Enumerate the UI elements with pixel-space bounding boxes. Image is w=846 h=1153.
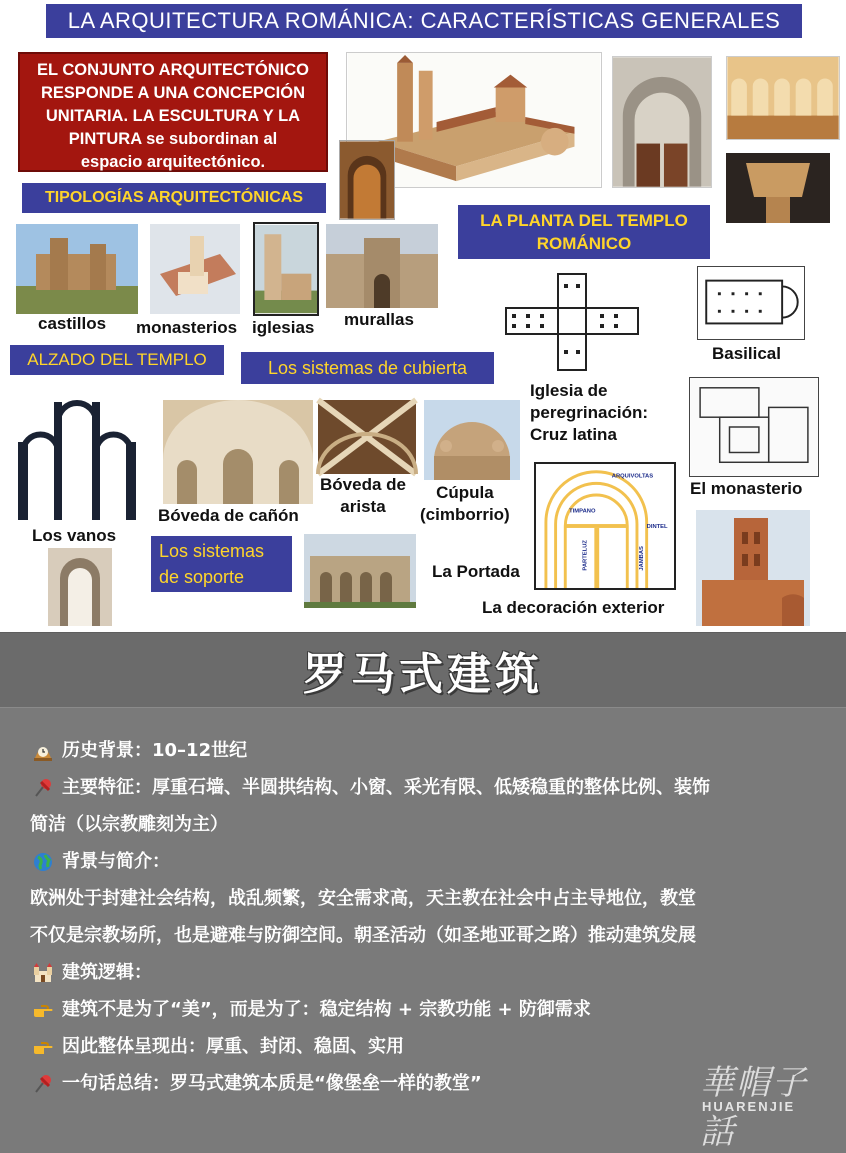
peregrinacion-line: Iglesia de	[530, 381, 608, 400]
features-line	[30, 769, 816, 806]
caption-peregrinacion	[530, 380, 648, 446]
logic-text-2: 因此整体呈现出：厚重、封闭、稳固、实用	[62, 1036, 404, 1057]
arista-line: arista	[340, 497, 386, 516]
basilical-plan-diagram	[697, 266, 805, 340]
peregrinacion-line: Cruz latina	[530, 425, 617, 444]
brick-church-photo	[696, 510, 810, 626]
pointing-hand-icon	[30, 1036, 56, 1058]
intro-line: EL CONJUNTO ARQUITECTÓNICO	[37, 61, 309, 79]
pushpin-icon	[30, 1073, 56, 1095]
watermark-script: 華帽子話	[700, 1063, 808, 1152]
church-section-diagram	[10, 382, 144, 520]
cupula-line: Cúpula	[436, 483, 494, 502]
intro-line: PINTURA se subordinan al	[68, 130, 278, 148]
label-arquivoltas: ARQUIVOLTAS	[611, 473, 654, 480]
portal-diagram	[534, 462, 676, 590]
support-church-photo	[304, 534, 416, 608]
logic-title-line	[30, 954, 816, 991]
tipologias-label: TIPOLOGÍAS ARQUITECTÓNICAS	[22, 183, 326, 213]
background-line-2	[30, 917, 816, 954]
caption-canon: Bóveda de cañón	[158, 506, 299, 525]
summary-text: 一句话总结：罗马式建筑本质是“像堡垒一样的教堂”	[62, 1073, 482, 1094]
caption-monasterio: El monasterio	[690, 479, 803, 498]
caption-arista	[320, 474, 406, 518]
soporte-line: de soporte	[159, 567, 245, 587]
features-text: 主要特征：厚重石墙、半圆拱结构、小窗、采光有限、低矮稳重的整体比例、装饰	[62, 777, 710, 798]
church-photo	[253, 222, 319, 316]
label-parteluz: PARTELUZ	[582, 540, 589, 571]
arista-line: Bóveda de	[320, 475, 406, 494]
history-line	[30, 732, 816, 769]
cloister-photo	[726, 56, 840, 140]
logic-title: 建筑逻辑：	[62, 962, 152, 983]
soporte-line: Los sistemas	[159, 541, 265, 561]
door-detail-image	[339, 140, 395, 220]
background-title: 背景与简介：	[62, 851, 170, 872]
label-timpano: TIMPANO	[569, 508, 596, 515]
page-title-bar	[0, 632, 846, 708]
intro-line: RESPONDE A UNA CONCEPCIÓN	[40, 84, 306, 102]
window-photo	[48, 548, 112, 626]
background-line-1	[30, 880, 816, 917]
caption-decoracion: La decoración exterior	[482, 598, 665, 617]
walls-photo	[326, 224, 438, 308]
peregrinacion-line: peregrinación:	[530, 403, 649, 422]
planta-label	[458, 205, 710, 259]
background-text: 欧洲处于封建社会结构，战乱频繁，安全需求高，天主教在社会中占主导地位，教堂	[30, 888, 696, 909]
caption-vanos: Los vanos	[32, 526, 117, 545]
portal-photo	[612, 56, 712, 188]
logic-line-1	[30, 991, 816, 1028]
cubierta-label: Los sistemas de cubierta	[241, 352, 494, 384]
caption-basilical: Basilical	[712, 344, 781, 363]
cupula-line: (cimborrio)	[420, 505, 510, 524]
castle-icon	[30, 962, 56, 984]
dome-photo	[424, 400, 520, 480]
globe-icon	[30, 851, 56, 873]
poster-title: LA ARQUITECTURA ROMÁNICA: CARACTERÍSTICAS GENERALES	[46, 4, 802, 38]
planta-line: LA PLANTA DEL TEMPLO	[480, 211, 688, 230]
intro-line: UNITARIA. LA ESCULTURA Y LA	[45, 107, 301, 125]
intro-line: espacio arquitectónico.	[80, 153, 266, 171]
cross-plan-diagram	[496, 270, 648, 374]
background-text-cont: 不仅是宗教场所，也是避难与防御空间。朝圣活动（如圣地亚哥之路）推动建筑发展	[30, 925, 696, 946]
caption-cupula	[420, 482, 510, 526]
monastery-plan-diagram	[689, 377, 819, 477]
features-text-cont: 简洁（以宗教雕刻为主）	[30, 814, 228, 835]
barrel-vault-photo	[163, 400, 313, 504]
watermark-text: HUARENJIE	[702, 1099, 796, 1114]
background-title-line	[30, 843, 816, 880]
capital-photo	[726, 153, 830, 223]
soporte-label	[151, 536, 292, 592]
watermark-logo	[694, 1055, 824, 1152]
monastery-photo	[150, 224, 240, 314]
caption-castillos: castillos	[38, 314, 107, 333]
alzado-label: ALZADO DEL TEMPLO	[10, 345, 224, 375]
caption-portada: La Portada	[432, 562, 520, 581]
logic-text-1: 建筑不是为了“美”，而是为了：稳定结构 + 宗教功能 + 防御需求	[62, 999, 591, 1020]
pointing-hand-icon	[30, 999, 56, 1021]
features-line-2	[30, 806, 816, 843]
groin-vault-photo	[318, 400, 416, 474]
clock-icon	[30, 740, 56, 762]
planta-line: ROMÁNICO	[536, 234, 632, 253]
caption-murallas: murallas	[344, 310, 414, 329]
castle-photo	[16, 224, 138, 314]
history-text: 历史背景：10–12世纪	[62, 740, 248, 761]
label-dintel: DINTEL	[646, 523, 668, 530]
pushpin-icon	[30, 777, 56, 799]
intro-box	[18, 52, 328, 172]
caption-iglesias: iglesias	[252, 318, 315, 337]
caption-monasterios: monasterios	[136, 318, 238, 337]
page-title: 罗马式建筑	[303, 649, 543, 700]
label-jambas: JAMBAS	[638, 546, 645, 571]
